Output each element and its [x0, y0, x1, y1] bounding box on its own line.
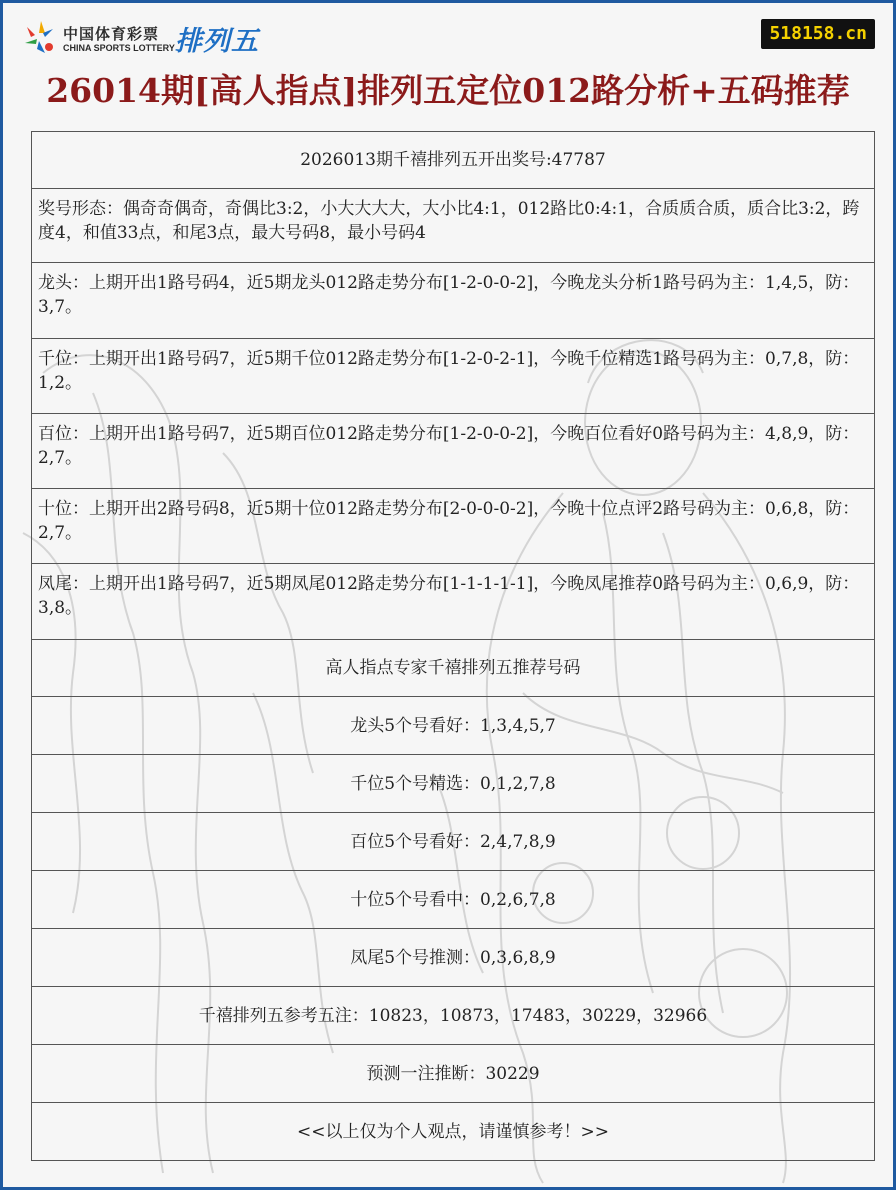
logo-chinese-text: 中国体育彩票: [63, 25, 160, 43]
qianwei-analysis-row: 千位：上期开出1路号码7，近5期千位012路走势分布[1-2-0-2-1]，今晚千位精选1路号码为主：0,7,8，防：1,2。: [32, 339, 874, 414]
page-title: 26014期[高人指点]排列五定位012路分析+五码推荐: [46, 71, 850, 110]
shiwei-pick-row: 十位5个号看中：0,2,6,7,8: [32, 871, 874, 929]
logo-game-name: 排列五: [175, 26, 259, 57]
longtou-analysis-row: 龙头：上期开出1路号码4，近5期龙头012路走势分布[1-2-0-0-2]，今晚龙头分析1路号码为主：1,4,5，防：3,7。: [32, 263, 874, 339]
draw-pattern-row: 奖号形态：偶奇奇偶奇，奇偶比3:2，小大大大大，大小比4:1，012路比0:4:1，合质质合质，质合比3:2，跨度4，和值33点，和尾3点，最大号码8，最小号码4: [32, 189, 874, 263]
lottery-star-icon: [21, 19, 59, 57]
disclaimer-row: <<以上仅为个人观点，请谨慎参考！>>: [32, 1103, 874, 1161]
reference-bets-row: 千禧排列五参考五注：10823，10873，17483，30229，32966: [32, 987, 874, 1045]
single-bet-row: 预测一注推断：30229: [32, 1045, 874, 1103]
longtou-pick-row: 龙头5个号看好：1,3,4,5,7: [32, 697, 874, 755]
lottery-logo: [21, 17, 281, 61]
last-draw-row: 2026013期千禧排列五开出奖号:47787: [32, 132, 874, 189]
fengwei-pick-row: 凤尾5个号推测：0,3,6,8,9: [32, 929, 874, 987]
analysis-table: [31, 131, 875, 1161]
baiwei-analysis-row: 百位：上期开出1路号码7，近5期百位012路走势分布[1-2-0-0-2]，今晚百位看好0路号码为主：4,8,9，防：2,7。: [32, 414, 874, 489]
baiwei-pick-row: 百位5个号看好：2,4,7,8,9: [32, 813, 874, 871]
shiwei-analysis-row: 十位：上期开出2路号码8，近5期十位012路走势分布[2-0-0-0-2]，今晚十位点评2路号码为主：0,6,8，防：2,7。: [32, 489, 874, 564]
site-badge[interactable]: 518158.cn: [761, 19, 875, 49]
fengwei-analysis-row: 凤尾：上期开出1路号码7，近5期凤尾012路走势分布[1-1-1-1-1]，今晚凤尾推荐0路号码为主：0,6,9，防：3,8。: [32, 564, 874, 640]
header: [3, 3, 893, 63]
recommend-header-row: 高人指点专家千禧排列五推荐号码: [32, 640, 874, 697]
logo-english-text: CHINA SPORTS LOTTERY: [63, 43, 175, 53]
qianwei-pick-row: 千位5个号精选：0,1,2,7,8: [32, 755, 874, 813]
